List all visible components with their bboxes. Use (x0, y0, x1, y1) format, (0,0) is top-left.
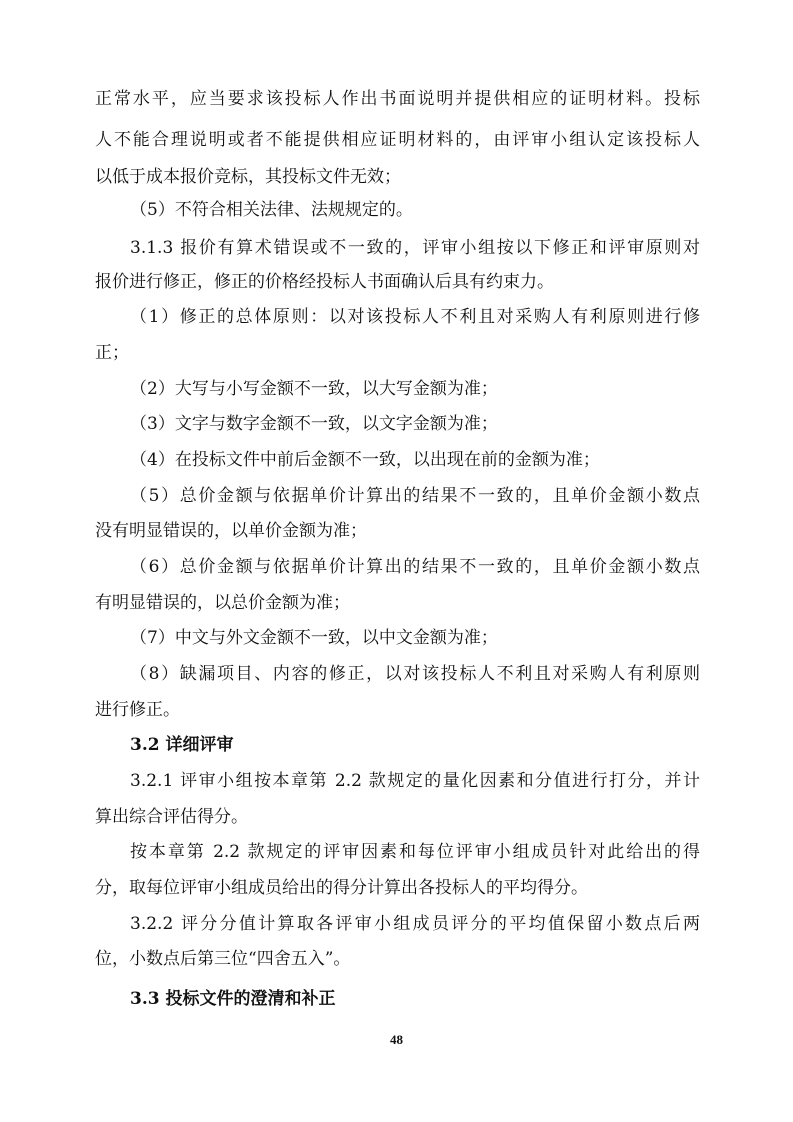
text-line: 报价进行修正，修正的价格经投标人书面确认后具有约束力。 (95, 272, 554, 292)
text-line: 没有明显错误的，以单价金额为准； (95, 521, 367, 541)
text-line: 正常水平，应当要求该投标人作出书面说明并提供相应的证明材料。投标 (95, 89, 700, 109)
text-line: 按本章第 2.2 款规定的评审因素和每位评审小组成员针对此给出的得 (130, 842, 700, 862)
text-line: 进行修正。 (95, 700, 180, 720)
text-line: （5）不符合相关法律、法规规定的。 (130, 200, 413, 220)
text-line: （5）总价金额与依据单价计算出的结果不一致的，且单价金额小数点 (130, 486, 700, 506)
text-line: （2）大写与小写金额不一致，以大写金额为准； (130, 379, 498, 399)
text-line: 3.2.2 评分分值计算取各评审小组成员评分的平均值保留小数点后两 (130, 914, 700, 934)
section-heading: 3.3 投标文件的澄清和补正 (130, 989, 336, 1009)
text-line: 分，取每位评审小组成员给出的得分计算出各投标人的平均得分。 (95, 878, 588, 898)
text-line: （7）中文与外文金额不一致，以中文金额为准； (130, 628, 498, 648)
text-line: 3.2.1 评审小组按本章第 2.2 款规定的量化因素和分值进行打分，并计 (130, 771, 700, 791)
text-line: （3）文字与数字金额不一致，以文字金额为准； (130, 414, 498, 434)
text-line: 算出综合评估得分。 (95, 807, 248, 827)
page-number: 48 (390, 1032, 403, 1047)
text-line: （8）缺漏项目、内容的修正，以对该投标人不利且对采购人有利原则 (130, 664, 700, 684)
text-line: 有明显错误的，以总价金额为准； (95, 593, 350, 613)
section-heading: 3.2 详细评审 (130, 735, 234, 755)
text-line: 位，小数点后第三位“四舍五入”。 (95, 949, 351, 969)
text-line: （1）修正的总体原则：以对该投标人不利且对采购人有利原则进行修 (130, 307, 700, 327)
text-line: （4）在投标文件中前后金额不一致，以出现在前的金额为准； (130, 450, 600, 470)
text-line: 以低于成本报价竞标，其投标文件无效； (95, 167, 401, 187)
text-line: （6）总价金额与依据单价计算出的结果不一致的，且单价金额小数点 (130, 557, 700, 577)
text-line: 人不能合理说明或者不能提供相应证明材料的，由评审小组认定该投标人 (95, 130, 700, 150)
text-line: 正； (95, 343, 129, 363)
text-line: 3.1.3 报价有算术错误或不一致的，评审小组按以下修正和评审原则对 (130, 238, 700, 258)
